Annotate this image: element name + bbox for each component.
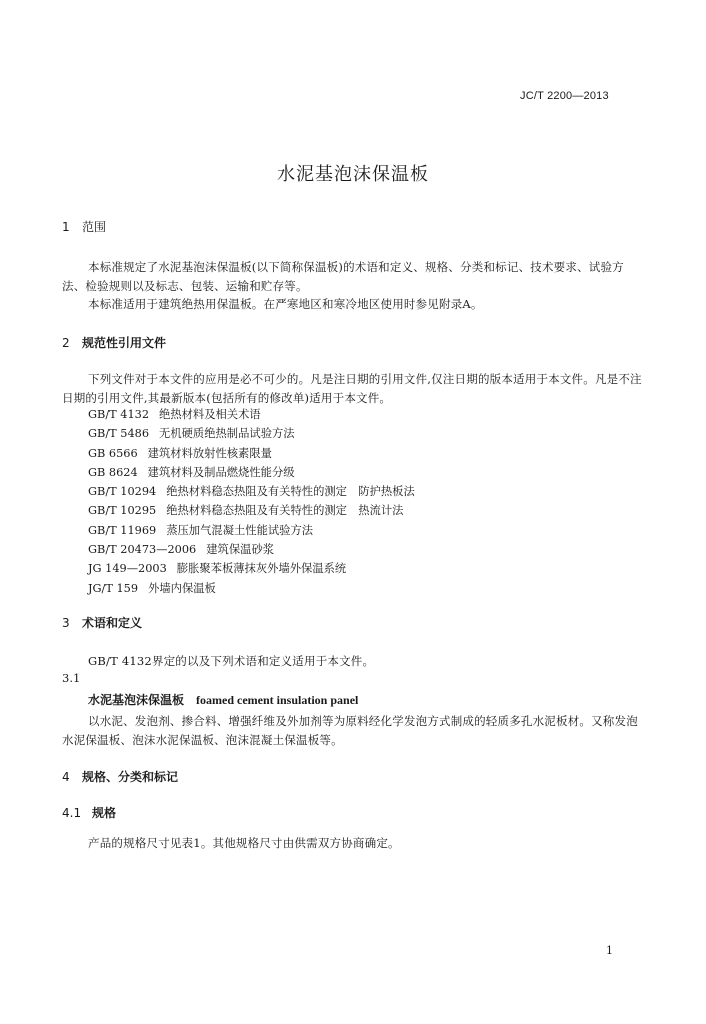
term-number: 3.1 (62, 671, 81, 685)
term-definition: 以水泥、发泡剂、掺合料、增强纤维及外加剂等为原料经化学发泡方式制成的轻质多孔水泥板材。又称发泡水泥保温板、泡沫水泥保温板、泡沫混凝土保温板等。 (62, 714, 638, 747)
paragraph: 本标准适用于建筑绝热用保温板。在严寒地区和寒冷地区使用时参见附录A。 (88, 297, 483, 311)
reference-code: GB 6566 (88, 446, 138, 460)
section-title: 术语和定义 (82, 616, 143, 630)
page-number: 1 (606, 944, 613, 957)
reference-title: 绝热材料及相关术语 (159, 408, 261, 421)
reference-code: GB/T 11969 (88, 523, 157, 537)
list-item (88, 501, 415, 520)
reference-title: 建筑保温砂浆 (206, 543, 275, 557)
reference-code: JG 149—2003 (88, 562, 167, 576)
reference-code: GB/T 5486 (88, 427, 150, 441)
list-item (88, 521, 415, 540)
section-1-heading (62, 218, 106, 235)
section-number: 3 (62, 616, 70, 630)
section-2-heading (62, 334, 166, 351)
reference-title: 无机硬质绝热制品试验方法 (159, 427, 295, 441)
reference-code: GB/T 10295 (88, 504, 157, 518)
paragraph: 本标准规定了水泥基泡沫保温板(以下简称保温板)的术语和定义、规格、分类和标记、技术要求、试验方法、检验规则以及标志、包装、运输和贮存等。 (62, 260, 624, 293)
list-item (88, 444, 415, 463)
section-3-heading (62, 614, 142, 631)
subsection-4-1-heading (62, 804, 116, 821)
reference-code: GB/T 20473—2006 (88, 543, 197, 557)
reference-title: 膨胀聚苯板薄抹灰外墙外保温系统 (176, 562, 347, 576)
document-title: 水泥基泡沫保温板 (277, 164, 429, 185)
section-number: 2 (62, 336, 70, 350)
section-number: 4 (62, 770, 70, 784)
term-entry (88, 691, 358, 708)
list-item (88, 463, 415, 482)
reference-title: 绝热材料稳态热阻及有关特性的测定 防护热板法 (166, 485, 415, 499)
section-number: 1 (62, 220, 70, 234)
subsection-number: 4.1 (62, 806, 82, 820)
section-title: 规范性引用文件 (82, 336, 167, 350)
reference-code: GB/T 4132 (88, 408, 150, 421)
reference-list (88, 405, 415, 598)
reference-title: 建筑材料及制品燃烧性能分级 (147, 465, 295, 479)
list-item (88, 559, 415, 578)
term-chinese: 水泥基泡沫保温板 (88, 693, 185, 707)
reference-title: 蒸压加气混凝土性能试验方法 (166, 523, 314, 537)
reference-title: 绝热材料稳态热阻及有关特性的测定 热流计法 (166, 504, 404, 518)
paragraph: 下列文件对于本文件的应用是必不可少的。凡是注日期的引用文件,仅注日期的版本适用于本文件。凡是不注日期的引用文件,其最新版本(包括所有的修改单)适用于本文件。 (62, 372, 642, 405)
paragraph: GB/T 4132界定的以及下列术语和定义适用于本文件。 (88, 654, 375, 668)
paragraph: 产品的规格尺寸见表1。其他规格尺寸由供需双方协商确定。 (88, 836, 400, 850)
reference-code: GB 8624 (88, 465, 138, 479)
reference-title: 建筑材料放射性核素限量 (147, 446, 272, 460)
section-title: 范围 (82, 220, 107, 234)
subsection-title: 规格 (92, 806, 117, 820)
standard-number: JC/T 2200—2013 (520, 90, 609, 102)
reference-title: 外墙内保温板 (148, 581, 216, 595)
list-item (88, 482, 415, 501)
section-4-heading (62, 768, 178, 785)
list-item (88, 424, 415, 443)
list-item (88, 579, 415, 598)
list-item (88, 405, 415, 424)
list-item (88, 540, 415, 559)
term-english: foamed cement insulation panel (196, 693, 359, 707)
reference-code: JG/T 159 (88, 581, 139, 595)
reference-code: GB/T 10294 (88, 485, 157, 499)
section-title: 规格、分类和标记 (82, 770, 179, 784)
